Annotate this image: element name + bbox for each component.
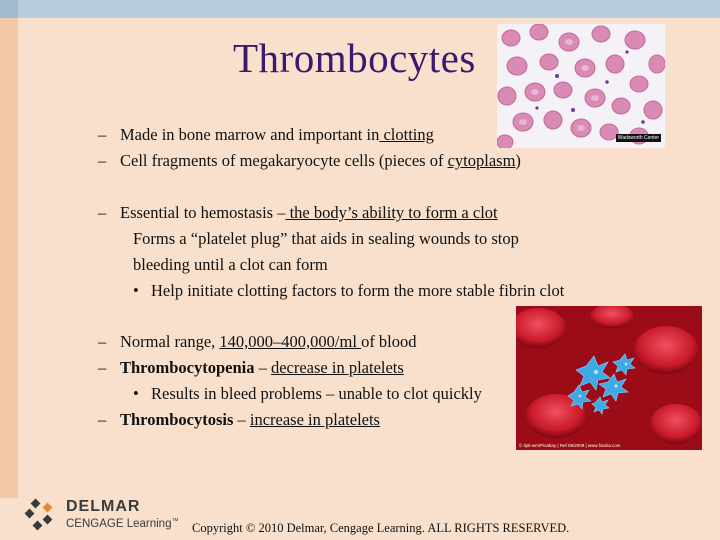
blood-smear-image bbox=[497, 24, 665, 148]
subbullet-clotting-factors: • Help initiate clotting factors to form the more stable fibrin clot bbox=[133, 281, 565, 300]
blood-smear-illustration bbox=[497, 24, 665, 148]
platelet-clot-illustration bbox=[516, 306, 702, 450]
bullet-hemostasis: – Essential to hemostasis – the body’s ability to form a clot bbox=[98, 203, 498, 222]
delmar-logo-icon bbox=[24, 498, 60, 534]
left-accent-bar bbox=[0, 18, 18, 498]
delmar-cengage-logo bbox=[24, 496, 194, 536]
bullet-thrombocytosis: – Thrombocytosis – increase in platelets bbox=[98, 410, 380, 429]
blood-smear-watermark: Wadsworth Center bbox=[617, 135, 659, 141]
text-bleeding: bleeding until a clot can form bbox=[133, 255, 328, 274]
logo-subtitle: CENGAGE Learning™ bbox=[66, 518, 179, 530]
platelet-illustration-watermark: © lipit-wm/Pixabay | Ref 06/2009 | www.fotolia.com bbox=[519, 443, 621, 448]
text-platelet-plug: Forms a “platelet plug” that aids in sealing wounds to stop bbox=[133, 229, 519, 248]
bullet-normal-range: – Normal range, 140,000–400,000/ml of blood bbox=[98, 332, 417, 351]
slide-title: Thrombocytes bbox=[233, 35, 476, 81]
top-accent-bar bbox=[0, 0, 720, 18]
copyright-footer: Copyright © 2010 Delmar, Cengage Learning. ALL RIGHTS RESERVED. bbox=[192, 521, 570, 535]
bullet-bone-marrow: – Made in bone marrow and important in clotting bbox=[98, 125, 434, 144]
platelet-illustration bbox=[516, 306, 702, 450]
logo-name: DELMAR bbox=[66, 498, 141, 515]
bullet-cell-fragments: – Cell fragments of megakaryocyte cells (pieces of cytoplasm) bbox=[98, 151, 521, 170]
subbullet-bleed-problems: • Results in bleed problems – unable to clot quickly bbox=[133, 384, 482, 403]
bullet-thrombocytopenia: – Thrombocytopenia – decrease in platelets bbox=[98, 358, 404, 377]
